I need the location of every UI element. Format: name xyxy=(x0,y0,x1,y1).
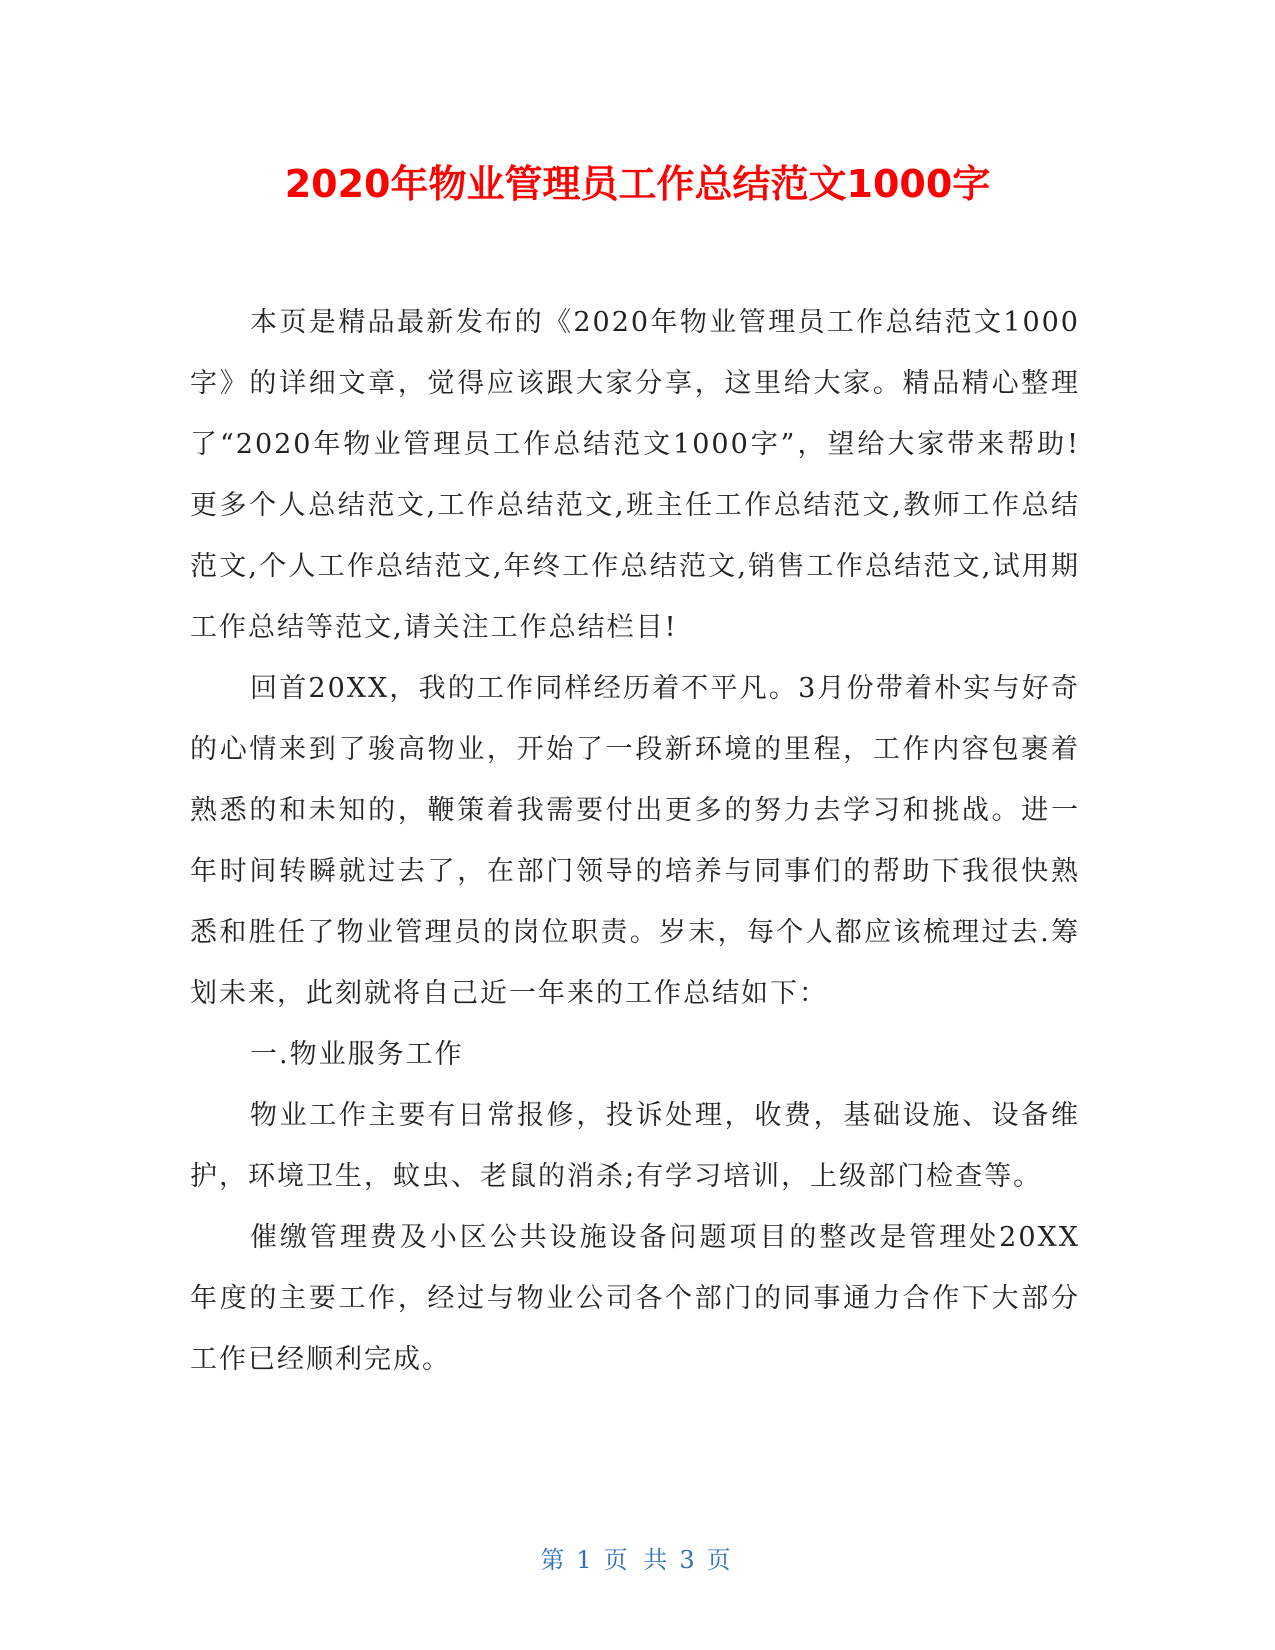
paragraph-services: 物业工作主要有日常报修，投诉处理，收费，基础设施、设备维护，环境卫生，蚊虫、老鼠的消杀;有学习培训，上级部门检查等。 xyxy=(190,1100,1080,1192)
section-heading: 一.物业服务工作 xyxy=(250,1039,464,1070)
footer-middle: 页 共 xyxy=(603,1546,672,1574)
paragraph-review: 回首20XX，我的工作同样经历着不平凡。3月份带着朴实与好奇的心情来到了骏高物业，开始了一段新环境的里程，工作内容包裹着熟悉的和未知的，鞭策着我需要付出更多的努力去学习和挑战。进一年时间转瞬就过去了，在部门领导的培养与同事们的帮助下我很快熟悉和胜任了物业管理员的岗位职责。岁末，每个人都应该梳理过去.筹划未来，此刻就将自己近一年来的工作总结如下： xyxy=(190,673,1080,1009)
document-body xyxy=(190,292,1080,1390)
footer-total-pages: 3 xyxy=(679,1546,699,1574)
paragraph-fees: 催缴管理费及小区公共设施设备问题项目的整改是管理处20XX年度的主要工作，经过与物业公司各个部门的同事通力合作下大部分工作已经顺利完成。 xyxy=(190,1222,1080,1375)
footer-prefix: 第 xyxy=(540,1546,569,1574)
footer-current-page: 1 xyxy=(576,1546,596,1574)
page-number-footer xyxy=(0,1540,1275,1575)
document-title: 2020年物业管理员工作总结范文1000字 xyxy=(284,162,991,206)
footer-suffix: 页 xyxy=(706,1546,735,1574)
paragraph-intro: 本页是精品最新发布的《2020年物业管理员工作总结范文1000字》的详细文章，觉得应该跟大家分享，这里给大家。精品精心整理了“2020年物业管理员工作总结范文1000字”，望给大家带来帮助!更多个人总结范文,工作总结范文,班主任工作总结范文,教师工作总结范文,个人工作总结范文,年终工作总结范文,销售工作总结范文,试用期工作总结等范文,请关注工作总结栏目! xyxy=(190,307,1080,643)
